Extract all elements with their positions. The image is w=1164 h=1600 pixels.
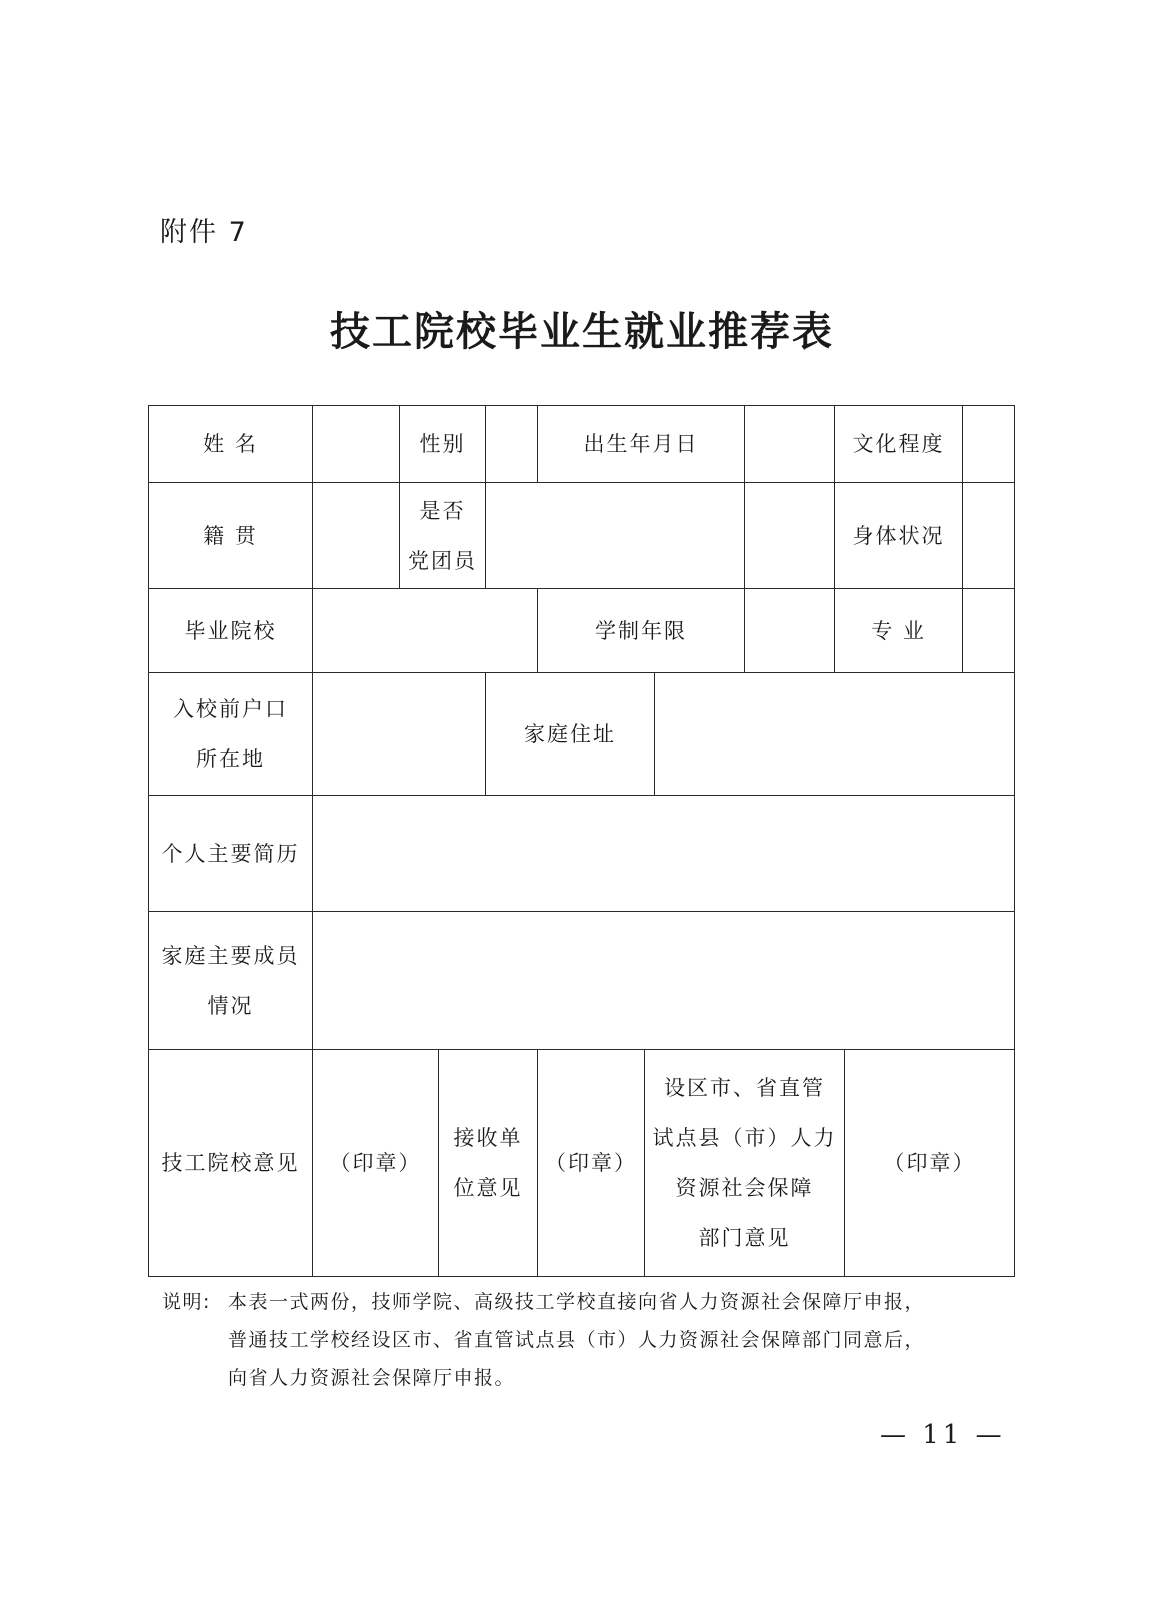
label-gender: 性别 xyxy=(400,406,486,483)
field-name[interactable] xyxy=(313,406,400,483)
page-number: — 11 — xyxy=(880,1420,1006,1450)
label-party-member: 是否 党团员 xyxy=(400,483,486,589)
notes-label: 说明: xyxy=(162,1291,211,1313)
field-native-place[interactable] xyxy=(313,483,400,589)
field-resume[interactable] xyxy=(313,796,1015,912)
form-row-opinions xyxy=(149,1050,1015,1277)
label-health: 身体状况 xyxy=(835,483,963,589)
field-party-member[interactable] xyxy=(486,483,745,589)
receiver-seal: （印章） xyxy=(538,1050,645,1277)
label-resume: 个人主要简历 xyxy=(149,796,313,912)
field-hukou[interactable] xyxy=(313,673,486,796)
dept-seal: （印章） xyxy=(845,1050,1015,1277)
label-education: 文化程度 xyxy=(835,406,963,483)
field-duration[interactable] xyxy=(745,589,835,673)
notes-line-1: 本表一式两份，技师学院、高级技工学校直接向省人力资源社会保障厅申报， xyxy=(228,1291,926,1313)
label-receiver-opinion: 接收单 位意见 xyxy=(439,1050,538,1277)
label-major: 专 业 xyxy=(835,589,963,673)
notes-line-2: 普通技工学校经设区市、省直管试点县（市）人力资源社会保障部门同意后， xyxy=(228,1329,926,1351)
field-gender[interactable] xyxy=(486,406,538,483)
field-graduate-school[interactable] xyxy=(313,589,538,673)
notes-line-3: 向省人力资源社会保障厅申报。 xyxy=(228,1367,516,1389)
form-row-origin xyxy=(149,483,1015,589)
field-blank-r2[interactable] xyxy=(745,483,835,589)
label-school-opinion: 技工院校意见 xyxy=(149,1050,313,1277)
field-home-address[interactable] xyxy=(655,673,1015,796)
label-dept-opinion: 设区市、省直管 试点县（市）人力 资源社会保障 部门意见 xyxy=(645,1050,845,1277)
field-major[interactable] xyxy=(963,589,1015,673)
label-birth-date: 出生年月日 xyxy=(538,406,745,483)
label-home-address: 家庭住址 xyxy=(486,673,655,796)
field-health[interactable] xyxy=(963,483,1015,589)
label-family: 家庭主要成员 情况 xyxy=(149,912,313,1050)
form-row-family xyxy=(149,912,1015,1050)
form-row-address xyxy=(149,673,1015,796)
field-birth-date[interactable] xyxy=(745,406,835,483)
form-title: 技工院校毕业生就业推荐表 xyxy=(330,308,834,355)
field-education[interactable] xyxy=(963,406,1015,483)
form-row-school xyxy=(149,589,1015,673)
label-name: 姓 名 xyxy=(149,406,313,483)
attachment-label: 附件 7 xyxy=(160,217,248,248)
label-graduate-school: 毕业院校 xyxy=(149,589,313,673)
label-duration: 学制年限 xyxy=(538,589,745,673)
form-notes xyxy=(162,1283,1062,1397)
label-hukou: 入校前户口 所在地 xyxy=(149,673,313,796)
school-seal: （印章） xyxy=(313,1050,439,1277)
field-family[interactable] xyxy=(313,912,1015,1050)
form-row-basic xyxy=(149,406,1015,483)
recommendation-form-table xyxy=(148,405,1015,1277)
form-row-resume xyxy=(149,796,1015,912)
label-native-place: 籍 贯 xyxy=(149,483,313,589)
